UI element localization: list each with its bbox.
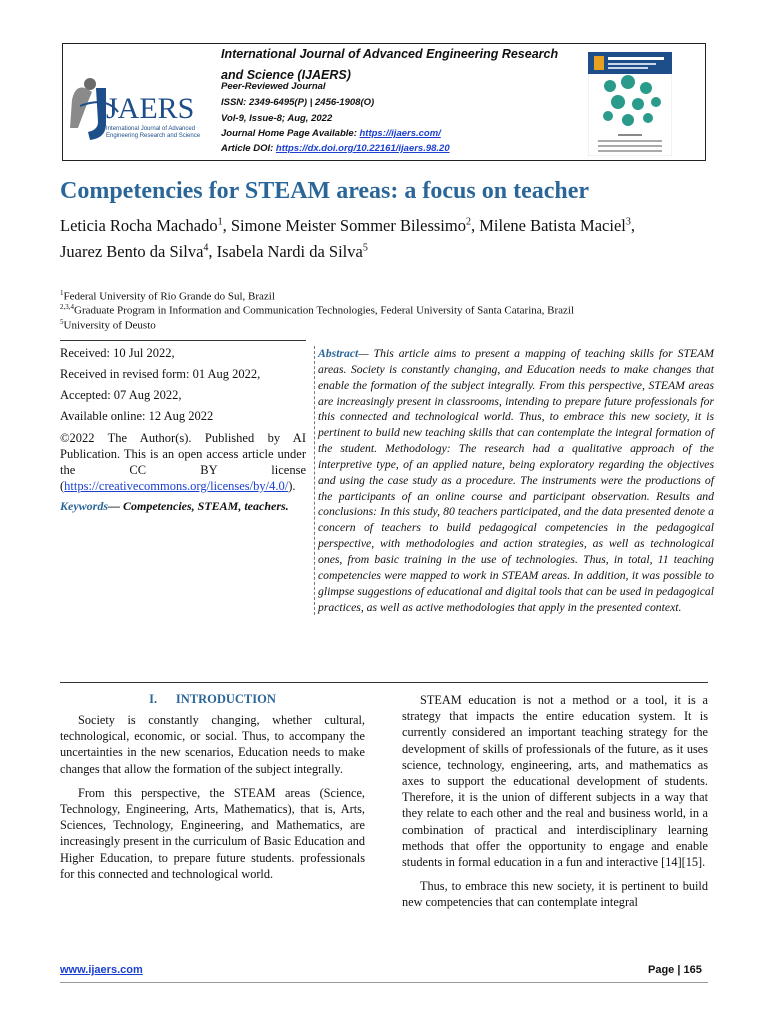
affiliation-text: Federal University of Rio Grande do Sul, Brazil: [63, 290, 275, 303]
authors-line-2: Juarez Bento da Silva$^4$, Isabela Nardi da Silva$^5$: [60, 242, 368, 261]
body-column-left: [60, 712, 365, 890]
keywords: [60, 498, 306, 515]
affiliation-text: Graduate Program in Information and Communication Technologies, Federal University of Santa Catarina, Brazil: [74, 304, 575, 317]
abstract-label: Abstract: [318, 347, 359, 360]
keywords-text: — Competencies, STEAM, teachers.: [108, 499, 289, 513]
affiliation-sup: 2,3,4: [60, 303, 74, 311]
logo-wordmark: JAERS: [106, 92, 195, 125]
license-end: ).: [288, 479, 296, 493]
author-name: Juarez Bento da Silva: [60, 242, 204, 261]
license-text: ©2022 The Author(s). Published by AI Publication. This is an open access article under the CC BY license (: [60, 431, 306, 493]
author-sup: 3: [625, 216, 631, 228]
affiliation-sup: 1: [60, 289, 64, 297]
online-date: Available online: 12 Aug 2022: [60, 409, 214, 423]
body-column-right: [402, 692, 708, 919]
doi-line: [221, 141, 450, 157]
author-name: Simone Meister Sommer Bilessimo: [230, 216, 466, 235]
doi-link[interactable]: https://dx.doi.org/10.22161/ijaers.98.20: [275, 143, 450, 154]
paper-title: Competencies for STEAM areas: a focus on teacher: [60, 178, 590, 204]
volume-issue: Vol-9, Issue-8; Aug, 2022: [221, 113, 333, 124]
homepage-link[interactable]: https://ijaers.com/: [359, 128, 441, 139]
ijaers-logo: [66, 66, 216, 144]
affiliation-3: [60, 318, 156, 332]
author-name: Milene Batista Maciel: [479, 216, 626, 235]
paragraph: STEAM education is not a method or a tool, it is a strategy that impacts the entire education system. It is currently considered an important teaching strategy for the development of skills of professionals of the future, as it uses science, technology, engineering, arts, and mathematics as axes to support the educational development of students. Therefore, it is the union of different subjects in a way that they relate to each other and the real and business world, in a combination of practical and interdisciplinary learning methods that offer the opportunity to engage and enable students in formal education in a fun and interactive [14][15].: [402, 693, 708, 870]
divider: [60, 340, 306, 341]
paragraph: Thus, to embrace this new society, it is pertinent to build new competencies that can contemplate integral: [402, 879, 708, 910]
authors-line-1: Leticia Rocha Machado$^1$, Simone Meister Sommer Bilessimo$^2$, Milene Batista Maciel$^3$,: [60, 216, 635, 235]
author-sup: 1: [217, 216, 223, 228]
footer-journal-link[interactable]: www.ijaers.com: [60, 964, 143, 976]
homepage-line: [221, 126, 441, 142]
author-name: Leticia Rocha Machado: [60, 216, 218, 235]
affiliation-2: [60, 303, 574, 317]
journal-title: International Journal of Advanced Engineering Research and Science (IJAERS): [221, 47, 559, 82]
abstract-text: — This article aims to present a mapping of teaching skills for STEAM areas. Society is constantly changing, and Education needs to make changes that enable the formation of the subject integrally. From this perspective, STEAM areas are increasingly present in classrooms, intending to prepare future professionals for this connected and technological world. Thus, to embrace this new society, it is pertinent to build new teaching skills that can contemplate the integral formation of the student. Methodology: The research had a qualitative approach of the interpretive type, of an applied nature, being exploratory regarding the objectives and using the case study as a procedure. The instruments were the productions of the participants of an online course and participant observation. Results and conclusions: In this study, 80 teachers participated, and the data presented denote a concern of teachers to build pedagogical competencies in the pedagogical perspective, with methodologies and action strategies, as well as technological ones, from basic training in the use of technologies. Thus, in total, 11 teaching competencies were mapped to work in STEAM areas. In addition, it was possible to glimpse suggestions of educational and digital tools that can be used in pedagogical practices, as well as active methodologies that apply in the presented context.: [318, 347, 714, 614]
journal-cover-image: [588, 52, 672, 156]
author-name: Isabela Nardi da Silva: [216, 242, 363, 261]
issn: ISSN: 2349-6495(P) | 2456-1908(O): [221, 97, 375, 108]
affiliation-sup: 5: [60, 318, 64, 326]
homepage-label: Journal Home Page Available:: [221, 128, 360, 139]
peer-reviewed-label: Peer-Reviewed Journal: [221, 81, 326, 92]
license-link[interactable]: https://creativecommons.org/licenses/by/4.0/: [64, 479, 289, 493]
logo-subtitle-1: International Journal of Advanced: [106, 126, 196, 132]
affiliation-1: [60, 289, 275, 303]
received-date: Received: 10 Jul 2022,: [60, 346, 175, 360]
footer-divider: [60, 982, 708, 983]
page-number: Page | 165: [648, 964, 702, 976]
author-sup: 4: [203, 242, 209, 254]
abstract: [314, 346, 714, 615]
logo-subtitle-2: Engineering Research and Science: [106, 133, 201, 139]
affiliation-text: University of Deusto: [63, 319, 156, 332]
author-sup: 2: [465, 216, 471, 228]
license-statement: [60, 430, 306, 494]
paragraph: From this perspective, the STEAM areas (Science, Technology, Engineering, Arts, Mathematics), that is, Arts, Sciences, Technology, Engineering, and Mathematics, are increasingly present in the curriculum of Basic Education and Higher Education, to prepare future students. professionals for this connected and technological world.: [60, 785, 365, 881]
keywords-label: Keywords: [60, 499, 108, 513]
author-sup: 5: [362, 242, 368, 254]
revised-date: Received in revised form: 01 Aug 2022,: [60, 367, 261, 381]
accepted-date: Accepted: 07 Aug 2022,: [60, 388, 182, 402]
section-heading: I. INTRODUCTION: [149, 692, 276, 706]
paragraph: Society is constantly changing, whether cultural, technological, economic, or social. Thus, to accompany the uncertainties in the new scenarios, Education needs to make changes that allow the formation of the subject integrally.: [60, 713, 365, 776]
doi-label: Article DOI:: [221, 143, 276, 154]
divider: [60, 682, 708, 683]
